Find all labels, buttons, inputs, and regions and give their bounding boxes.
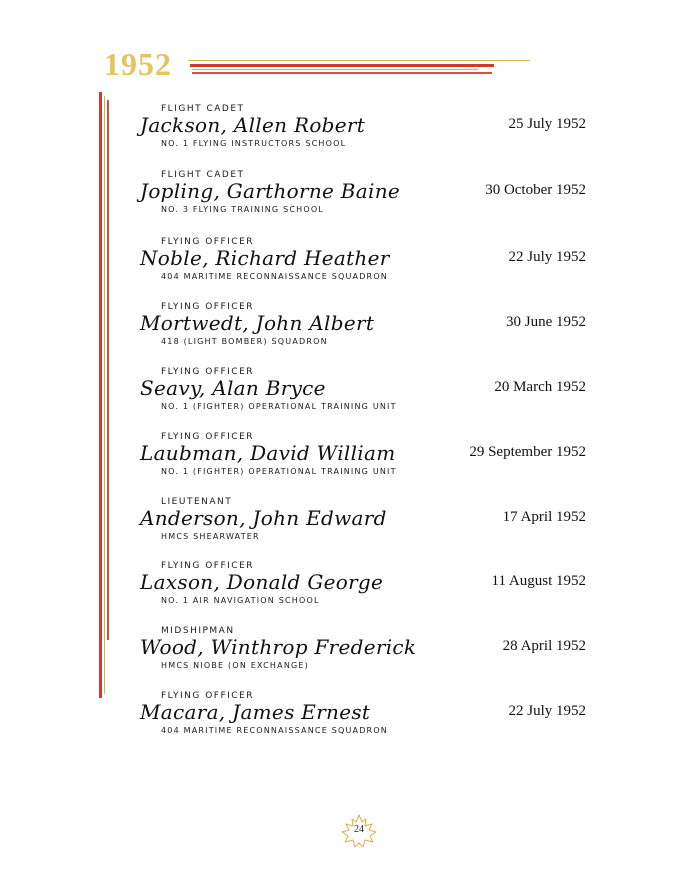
entry-name: Wood, Winthrop Frederick <box>140 635 417 659</box>
entry-name: Anderson, John Edward <box>140 506 387 530</box>
entry-unit: 404 MARITIME RECONNAISSANCE SQUADRON <box>161 272 388 281</box>
entry-jopling <box>140 170 600 230</box>
entry-unit: NO. 3 FLYING TRAINING SCHOOL <box>161 205 324 214</box>
entry-rank: FLYING OFFICER <box>161 561 255 571</box>
entry-unit: NO. 1 AIR NAVIGATION SCHOOL <box>161 596 320 605</box>
entry-rank: FLIGHT CADET <box>161 104 245 114</box>
header-rule-gold-mid <box>192 69 478 70</box>
year-heading: 1952 <box>104 46 172 82</box>
page-number-ornament <box>336 812 382 852</box>
entry-jackson <box>140 104 600 164</box>
entry-anderson <box>140 497 600 557</box>
header-rule-red-2 <box>192 72 492 74</box>
side-rule-gold <box>104 96 105 694</box>
entry-name: Noble, Richard Heather <box>140 246 390 270</box>
entry-date: 22 July 1952 <box>508 249 586 265</box>
entry-date: 17 April 1952 <box>502 509 586 525</box>
entry-date: 30 October 1952 <box>485 182 586 198</box>
entry-date: 22 July 1952 <box>508 703 586 719</box>
entry-unit: NO. 1 (FIGHTER) OPERATIONAL TRAINING UNIT <box>161 402 397 411</box>
entry-unit: HMCS SHEARWATER <box>161 532 260 541</box>
entry-rank: FLYING OFFICER <box>161 691 255 701</box>
entry-mortwedt <box>140 302 600 362</box>
entry-noble <box>140 237 600 297</box>
entry-rank: FLYING OFFICER <box>161 237 255 247</box>
side-rule-red-1 <box>99 92 102 698</box>
entry-rank: FLIGHT CADET <box>161 170 245 180</box>
entry-date: 29 September 1952 <box>469 444 586 460</box>
entry-unit: 404 MARITIME RECONNAISSANCE SQUADRON <box>161 726 388 735</box>
entry-unit: 418 (LIGHT BOMBER) SQUADRON <box>161 337 328 346</box>
entry-rank: FLYING OFFICER <box>161 302 255 312</box>
entry-laxson <box>140 561 600 621</box>
entry-unit: NO. 1 FLYING INSTRUCTORS SCHOOL <box>161 139 347 148</box>
entry-date: 25 July 1952 <box>508 116 586 132</box>
entry-name: Seavy, Alan Bryce <box>140 376 326 400</box>
entry-name: Laxson, Donald George <box>140 570 384 594</box>
entry-seavy <box>140 367 600 427</box>
entry-laubman <box>140 432 600 492</box>
header-rule-gold-top <box>188 60 530 61</box>
entry-date: 11 August 1952 <box>491 573 586 589</box>
entry-rank: MIDSHIPMAN <box>161 626 235 636</box>
entry-wood <box>140 626 600 686</box>
entry-name: Laubman, David William <box>140 441 396 465</box>
entry-name: Mortwedt, John Albert <box>140 311 375 335</box>
entry-date: 28 April 1952 <box>502 638 586 654</box>
entry-rank: FLYING OFFICER <box>161 367 255 377</box>
entry-date: 20 March 1952 <box>494 379 586 395</box>
side-rule-red-2 <box>107 100 109 640</box>
header-rule-red-1 <box>190 64 494 67</box>
entry-name: Macara, James Ernest <box>140 700 371 724</box>
page-number: 24 <box>354 824 364 835</box>
entry-date: 30 June 1952 <box>506 314 586 330</box>
entry-unit: NO. 1 (FIGHTER) OPERATIONAL TRAINING UNIT <box>161 467 397 476</box>
entry-unit: HMCS NIOBE (ON EXCHANGE) <box>161 661 309 670</box>
entry-name: Jopling, Garthorne Baine <box>140 179 401 203</box>
entry-name: Jackson, Allen Robert <box>140 113 366 137</box>
entry-rank: FLYING OFFICER <box>161 432 255 442</box>
entry-macara <box>140 691 600 751</box>
entry-rank: LIEUTENANT <box>161 497 233 507</box>
